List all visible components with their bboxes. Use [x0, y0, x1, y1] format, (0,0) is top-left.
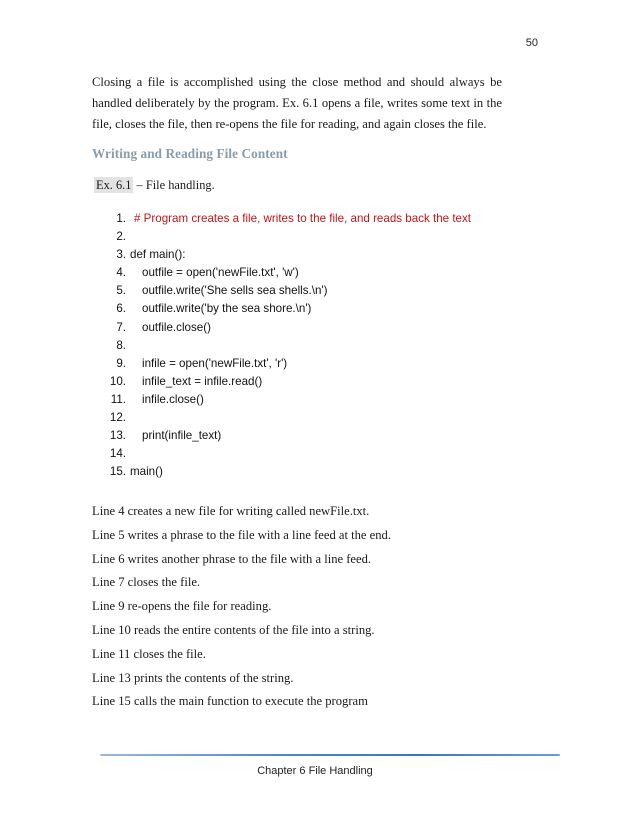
- explanation-item: Line 4 creates a new file for writing called newFile.txt.: [92, 504, 370, 518]
- code-line-number: 10.: [109, 374, 126, 388]
- code-line: [100, 427, 471, 445]
- code-text: outfile = open('newFile.txt', 'w'): [142, 266, 299, 280]
- code-line-number: 5.: [116, 284, 126, 298]
- page-number: 50: [525, 37, 538, 49]
- code-line-number: 3.: [116, 248, 126, 262]
- code-line-number: 4.: [116, 266, 126, 280]
- code-listing: [100, 210, 471, 481]
- code-line: [100, 246, 471, 264]
- example-caption: [94, 178, 215, 193]
- code-comment: # Program creates a file, writes to the file, and reads back the text: [134, 212, 472, 225]
- explanation-item: Line 15 calls the main function to execute the program: [92, 694, 368, 709]
- code-line: [100, 355, 471, 373]
- explanation-item: Line 5 writes a phrase to the file with a line feed at the end.: [92, 527, 391, 542]
- code-line-number: 2.: [116, 230, 126, 244]
- code-line: [100, 282, 471, 300]
- code-line: [100, 445, 471, 463]
- code-text: outfile.write('by the sea shore.\n'): [142, 302, 312, 316]
- code-line: [100, 210, 471, 228]
- explanation-item: Line 7 closes the file.: [92, 575, 201, 590]
- code-line-number: 9.: [116, 356, 126, 370]
- code-text: outfile.close(): [142, 320, 211, 334]
- explanation-item: Line 6 writes another phrase to the file with a line feed.: [92, 551, 372, 566]
- code-text: infile_text = infile.read(): [142, 374, 263, 388]
- explanation-item: Line 9 re-opens the file for reading.: [92, 599, 272, 614]
- code-line: [100, 300, 471, 318]
- code-line: [100, 228, 471, 246]
- code-text: outfile.write('She sells sea shells.\n'): [142, 284, 328, 298]
- line-explanations: [92, 500, 391, 714]
- example-reference: Ex. 6.1: [96, 178, 132, 192]
- code-text: main(): [130, 465, 163, 479]
- code-line: [100, 319, 471, 337]
- code-line: [100, 409, 471, 427]
- code-line-number: 8.: [116, 338, 126, 352]
- code-line-number: 7.: [116, 320, 126, 334]
- intro-paragraph: Closing a file is accomplished using the close method and should always be handled deliberately by the program. Ex. 6.1 opens a file, writes some text in the file, closes the file, then re-opens the file for reading, and again closes the file.: [92, 75, 502, 131]
- explanation-item: Line 13 prints the contents of the string.: [92, 670, 294, 685]
- footer-divider: [100, 754, 560, 756]
- code-line: [100, 391, 471, 409]
- footer-chapter-title: Chapter 6 File Handling: [257, 765, 373, 777]
- code-text: infile.close(): [142, 392, 204, 406]
- code-line-number: 6.: [116, 302, 126, 316]
- explanation-item: Line 10 reads the entire contents of the file into a string.: [92, 622, 375, 637]
- code-line-number: 15.: [109, 465, 126, 479]
- code-line: [100, 264, 471, 282]
- code-text: def main():: [130, 248, 186, 262]
- code-line: [100, 463, 471, 481]
- code-line: [100, 373, 471, 391]
- code-text: print(infile_text): [142, 429, 222, 443]
- section-heading: Writing and Reading File Content: [92, 146, 288, 161]
- code-line-number: 11.: [110, 392, 126, 406]
- code-line-number: 1.: [116, 212, 126, 225]
- code-line-number: 13.: [109, 429, 126, 443]
- example-caption-text: – File handling.: [133, 178, 215, 192]
- code-text: infile = open('newFile.txt', 'r'): [142, 356, 288, 370]
- code-line-number: 14.: [109, 447, 126, 461]
- explanation-item: Line 11 closes the file.: [92, 646, 206, 661]
- code-line-number: 12.: [109, 411, 126, 425]
- code-line: [100, 337, 471, 355]
